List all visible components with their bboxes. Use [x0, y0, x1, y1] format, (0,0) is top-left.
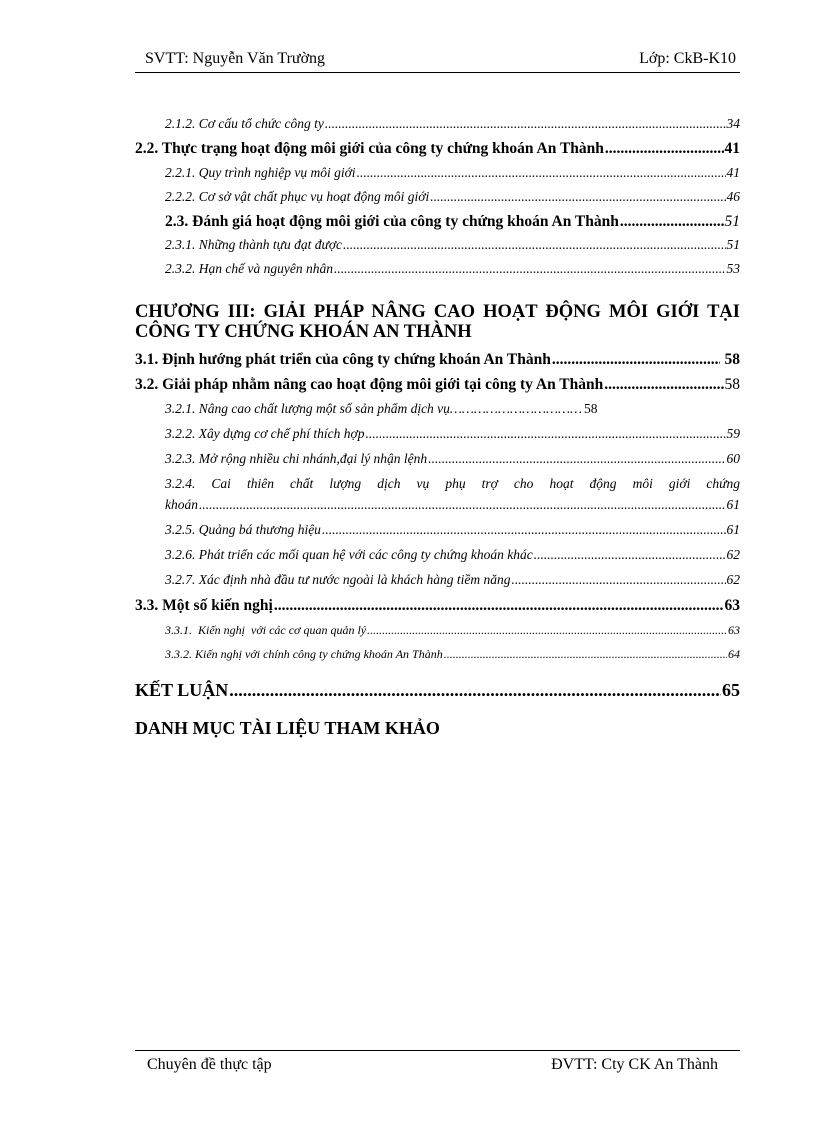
toc-entry-3-2-5[interactable]: [165, 522, 740, 538]
toc-page: 41: [724, 140, 740, 157]
toc-leader: [534, 547, 726, 563]
toc-page: 62: [726, 572, 740, 587]
toc-title: 3.2. Giải pháp nhằm nâng cao hoạt động môi giới tại công ty An Thành: [135, 376, 604, 393]
toc-leader: [605, 140, 724, 158]
toc-leader: [444, 647, 727, 662]
toc-entry-3-2-6[interactable]: [165, 547, 740, 563]
toc-title: 2.3.1. Những thành tựu đạt được: [165, 237, 343, 252]
toc-page: 60: [726, 451, 740, 466]
toc-leader: [604, 376, 723, 394]
toc-entry-3-1[interactable]: [135, 351, 740, 369]
toc-entry-2-3-2[interactable]: [165, 261, 740, 277]
toc-page: 34: [726, 116, 740, 131]
toc-page: 46: [726, 189, 740, 204]
toc-leader: [512, 572, 726, 588]
toc-entry-3-2-7[interactable]: [165, 572, 740, 588]
footer-internship-unit: ĐVTT: Cty CK An Thành: [551, 1056, 718, 1073]
toc-leader: [343, 237, 725, 253]
toc-page: 58: [583, 401, 598, 416]
toc-entry-3-2-1[interactable]: [165, 401, 740, 417]
toc-page: 53: [726, 261, 740, 276]
toc-leader: [322, 522, 726, 538]
page-footer: [135, 1050, 740, 1077]
toc-leader: [334, 261, 726, 277]
toc-title: 3.2.4. Cai thiên chất lượng dịch vụ phụ trợ cho hoạt động môi giới chứng: [165, 476, 740, 491]
toc-page: 58: [724, 376, 740, 393]
chapter-3-title-line2[interactable]: CÔNG TY CHỨNG KHOÁN AN THÀNH: [135, 322, 472, 342]
toc-leader: [620, 213, 724, 231]
chapter-3-title-line1[interactable]: CHƯƠNG III: GIẢI PHÁP NÂNG CAO HOẠT ĐỘNG MÔI GIỚI TẠI: [135, 302, 740, 322]
toc-title: 3.2.5. Quảng bá thương hiệu: [165, 522, 321, 537]
toc-title: 2.2.2. Cơ sở vật chất phục vụ hoạt động môi giới: [165, 189, 430, 204]
header-student: SVTT: Nguyễn Văn Trường: [145, 50, 326, 67]
toc-title: 2.2.1. Quy trình nghiệp vụ môi giới: [165, 165, 356, 180]
toc-page: 63: [728, 623, 740, 637]
toc-entry-2-2[interactable]: [135, 140, 740, 158]
toc-title: 2.3. Đánh giá hoạt động môi giới của công ty chứng khoán An Thành: [165, 213, 619, 230]
toc-title: 3.3.2. Kiến nghị với chính công ty chứng khoán An Thành: [165, 647, 443, 661]
toc-leader: [229, 680, 721, 701]
toc-page: 61: [726, 497, 740, 512]
toc-leader: [367, 623, 727, 638]
toc-page: 51: [724, 213, 740, 230]
toc-entry-3-3[interactable]: [135, 597, 740, 615]
toc-title: 3.2.1. Nâng cao chất lượng một số sản phẩm dịch vụ……………………………: [165, 401, 582, 416]
toc-entry-3-2-3[interactable]: [165, 451, 740, 467]
toc-entry-2-1-2[interactable]: [165, 116, 740, 132]
toc-title: 3.1. Định hướng phát triển của công ty chứng khoán An Thành: [135, 351, 551, 368]
toc-entry-2-3[interactable]: [165, 213, 740, 231]
toc-page: 41: [726, 165, 740, 180]
toc-title: KẾT LUẬN: [135, 680, 229, 700]
toc-title: 3.2.3. Mở rộng nhiều chi nhánh,đại lý nhận lệnh: [165, 451, 428, 466]
footer-report-type: Chuyên đề thực tập: [147, 1056, 272, 1073]
toc-title: khoán: [165, 497, 198, 512]
toc-entry-3-2-4-line1[interactable]: [165, 476, 740, 492]
toc-page: 51: [726, 237, 740, 252]
toc-entry-2-3-1[interactable]: [165, 237, 740, 253]
toc-leader: [325, 116, 726, 132]
toc-page: 65: [722, 680, 740, 700]
toc-title: 3.2.2. Xây dựng cơ chế phí thích hợp: [165, 426, 365, 441]
toc-entry-conclusion[interactable]: [135, 680, 740, 701]
toc-page: 62: [726, 547, 740, 562]
toc-page: 61: [726, 522, 740, 537]
toc-entry-2-2-1[interactable]: [165, 165, 740, 181]
toc-title: 3.3. Một số kiến nghị: [135, 597, 273, 614]
toc-title: 2.2. Thực trạng hoạt động môi giới của công ty chứng khoán An Thành: [135, 140, 604, 157]
toc-entry-3-2[interactable]: [135, 376, 740, 394]
toc-title: 2.3.2. Hạn chế và nguyên nhân: [165, 261, 333, 276]
toc-entry-references[interactable]: [135, 718, 740, 739]
toc-entry-3-3-2[interactable]: [165, 647, 740, 662]
toc-entry-3-2-4[interactable]: [165, 497, 740, 513]
toc-page: 58: [720, 351, 740, 368]
toc-leader: [430, 189, 725, 205]
toc-leader: [274, 597, 724, 615]
page-header: [135, 50, 740, 73]
toc-leader: [357, 165, 726, 181]
toc-leader: [365, 426, 725, 442]
toc-title: 2.1.2. Cơ cấu tổ chức công ty: [165, 116, 324, 131]
toc-title: 3.3.1. Kiến nghị với các cơ quan quản lý: [165, 623, 367, 637]
toc-title: DANH MỤC TÀI LIỆU THAM KHẢO: [135, 718, 440, 738]
header-class: Lớp: CkB-K10: [639, 50, 736, 67]
toc-entry-2-2-2[interactable]: [165, 189, 740, 205]
toc-page: 59: [726, 426, 740, 441]
toc-entry-3-2-2[interactable]: [165, 426, 740, 442]
toc-page: 63: [724, 597, 740, 614]
toc-page: 64: [728, 647, 740, 661]
toc-leader: [428, 451, 725, 467]
toc-leader: [199, 497, 726, 513]
toc-title: 3.2.7. Xác định nhà đầu tư nước ngoài là khách hàng tiềm năng: [165, 572, 511, 587]
toc-entry-3-3-1[interactable]: [165, 623, 740, 638]
toc-leader: [552, 351, 720, 369]
toc-title: 3.2.6. Phát triển các mối quan hệ với các công ty chứng khoán khác: [165, 547, 533, 562]
